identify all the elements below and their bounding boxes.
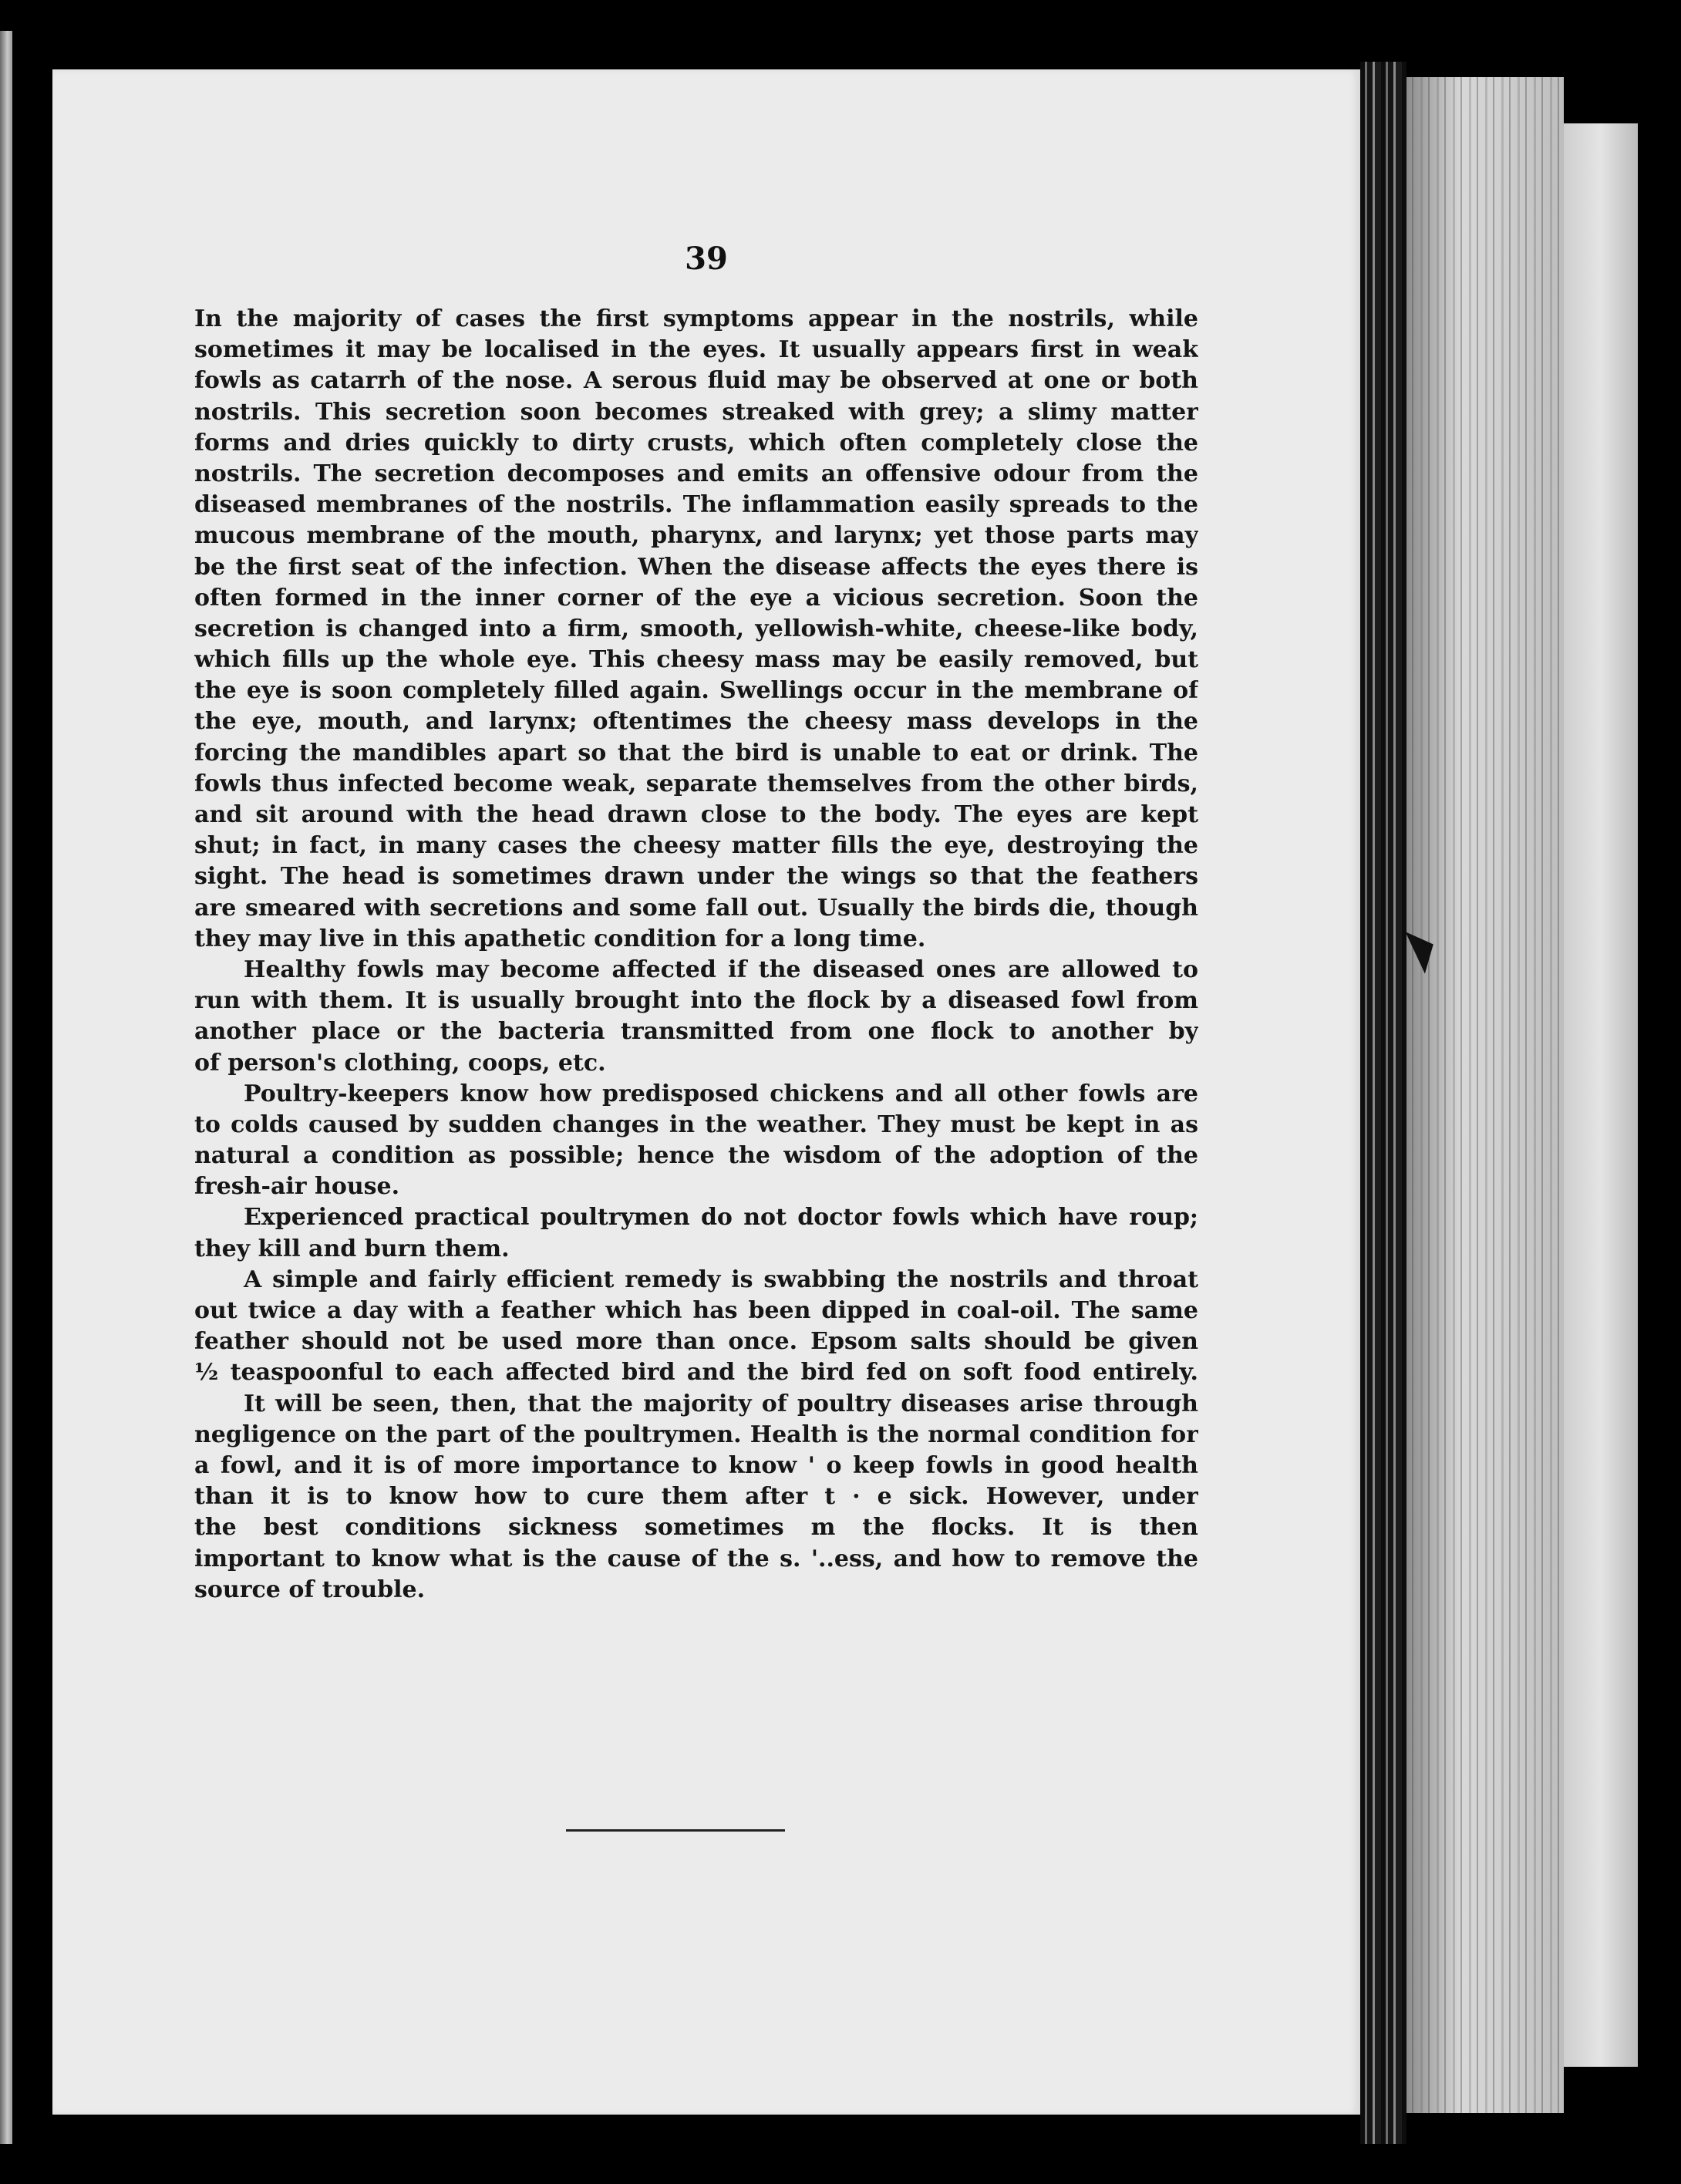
paragraph <box>194 955 1198 1079</box>
page <box>52 69 1360 2115</box>
text-line: another place or the bacteria transmitted from one flock to another by <box>194 1018 1198 1046</box>
text-line: feather should not be used more than once. Epsom salts should be given <box>194 1328 1198 1356</box>
text-line: shut; in fact, in many cases the cheesy matter fills the eye, destroying the <box>194 832 1198 860</box>
end-rule <box>566 1829 785 1832</box>
left-page-edge <box>0 31 12 2144</box>
page-stack-far-edge <box>1564 123 1638 2067</box>
text-line: important to know what is the cause of the s. '..ess, and how to remove the <box>194 1545 1198 1572</box>
text-line: fowls as catarrh of the nose. A serous fluid may be observed at one or both <box>194 367 1198 395</box>
text-line: fowls thus infected become weak, separate themselves from the other birds, <box>194 770 1198 797</box>
text-line: natural a condition as possible; hence the wisdom of the adoption of the <box>194 1142 1198 1170</box>
text-line: sight. The head is sometimes drawn under the wings so that the feathers <box>194 863 1198 891</box>
text-line: forms and dries quickly to dirty crusts, which often completely close the <box>194 429 1198 457</box>
text-line: than it is to know how to cure them after t · e sick. However, under <box>194 1483 1198 1511</box>
text-line: the eye, mouth, and larynx; oftentimes the cheesy mass develops in the <box>194 708 1198 736</box>
text-line: to colds caused by sudden changes in the weather. They must be kept in as <box>194 1111 1198 1138</box>
text-line: sometimes it may be localised in the eyes. It usually appears first in weak <box>194 336 1198 364</box>
text-line: In the majority of cases the first symptoms appear in the nostrils, while <box>194 305 1198 332</box>
text-line: It will be seen, then, that the majority of poultry diseases arise through <box>244 1390 1198 1417</box>
text-line: ½ teaspoonful to each affected bird and the bird fed on soft food entirely. <box>194 1359 1198 1387</box>
text-line: fresh-air house. <box>194 1173 400 1201</box>
text-line: negligence on the part of the poultrymen. Health is the normal condition for <box>194 1421 1198 1448</box>
page-stack-edge <box>1406 77 1564 2113</box>
text-line: which fills up the whole eye. This cheesy mass may be easily removed, but <box>194 646 1198 674</box>
text-line: nostrils. The secretion decomposes and emits an offensive odour from the <box>194 460 1198 487</box>
text-line: of person's clothing, coops, etc. <box>194 1049 606 1077</box>
body-text <box>194 304 1198 1606</box>
text-line: often formed in the inner corner of the eye a vicious secretion. Soon the <box>194 584 1198 612</box>
text-line: a fowl, and it is of more importance to know ' o keep fowls in good health <box>194 1451 1198 1479</box>
text-line: the eye is soon completely filled again. Swellings occur in the membrane of <box>194 677 1198 705</box>
text-line: and sit around with the head drawn close to the body. The eyes are kept <box>194 801 1198 828</box>
text-line: secretion is changed into a firm, smooth, yellowish-white, cheese-like body, <box>194 615 1198 642</box>
text-line: diseased membranes of the nostrils. The inflammation easily spreads to the <box>194 491 1198 519</box>
text-line: they kill and burn them. <box>194 1235 510 1262</box>
text-line: be the first seat of the infection. When the disease affects the eyes there is <box>194 553 1198 581</box>
book-binding <box>1360 62 1406 2144</box>
text-line: Healthy fowls may become affected if the diseased ones are allowed to <box>244 956 1198 983</box>
text-line: are smeared with secretions and some fall out. Usually the birds die, though <box>194 894 1198 922</box>
text-line: out twice a day with a feather which has been dipped in coal-oil. The same <box>194 1297 1198 1324</box>
paragraph <box>194 1079 1198 1203</box>
text-line: run with them. It is usually brought into the flock by a diseased fowl from <box>194 987 1198 1015</box>
paragraph <box>194 1265 1198 1389</box>
text-line: forcing the mandibles apart so that the bird is unable to eat or drink. The <box>194 739 1198 767</box>
paragraph <box>194 304 1198 955</box>
text-line: nostrils. This secretion soon becomes streaked with grey; a slimy matter <box>194 398 1198 426</box>
paragraph <box>194 1389 1198 1606</box>
text-line: source of trouble. <box>194 1576 426 1603</box>
page-number: 39 <box>685 241 728 277</box>
text-line: Poultry-keepers know how predisposed chickens and all other fowls are <box>244 1080 1198 1107</box>
paragraph <box>194 1202 1198 1264</box>
text-line: the best conditions sickness sometimes m the flocks. It is then <box>194 1514 1198 1542</box>
text-line: A simple and fairly efficient remedy is swabbing the nostrils and throat <box>244 1266 1198 1293</box>
text-line: they may live in this apathetic condition for a long time. <box>194 925 926 952</box>
text-line: Experienced practical poultrymen do not doctor fowls which have roup; <box>244 1204 1198 1232</box>
text-line: mucous membrane of the mouth, pharynx, and larynx; yet those parts may <box>194 522 1198 550</box>
